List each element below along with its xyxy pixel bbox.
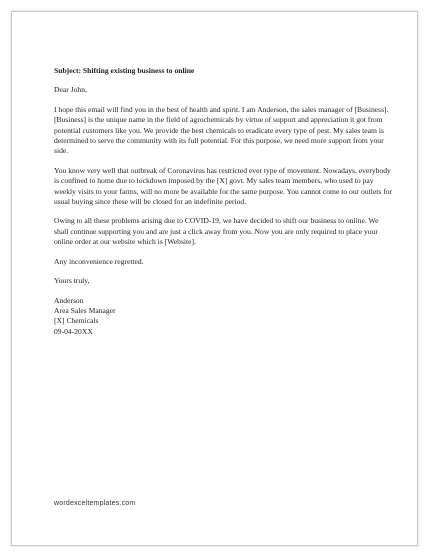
document-page [11,11,418,546]
footer-website: wordexceltemplates.com [54,500,136,507]
signature-company: [X] Chemicals [54,316,99,326]
signature-name: Anderson [54,295,84,305]
letter-greeting: Dear John, [54,85,87,95]
letter-body [54,66,394,337]
letter-paragraph-1: I hope this email will find you in the best of health and spirit. I am Anderson, the sales manager of [Business]. [Business] is the unique name in the field of agrochemicals by virtue of support and appreciation it got from potential customers like you. We provide the best chemicals to eradicate every type of pest. My sales team is determined to serve the community with its full potential. For this purpose, we need more support from your side. [54,104,389,156]
letter-paragraph-3: Owing to all these problems arising due to COVID-19, we have decided to shift our business to online. We shall continue supporting you and are just a click away from you. Now you are only required to place your online order at our website which is [Website]. [54,216,379,247]
letter-paragraph-4: Any inconvenience regretted. [54,256,144,266]
letter-closing: Yours truly, [54,276,90,286]
signature-block [54,296,394,338]
letter-subject: Subject: Shifting existing business to online [54,66,195,75]
signature-date: 09-04-20XX [54,326,93,336]
letter-paragraph-2: You know very well that outbreak of Coronavirus has restricted ever type of movement. Nowadays, everybody is confined to home due to lockdown imposed by the [X] govt. My sales team members, who used to pay weekly visits to your farms, will no more be available for the same purpose. You cannot come to our outlets for usual buying since these will be closed for an indefinite period. [54,165,393,207]
signature-title: Area Sales Manager [54,305,116,315]
